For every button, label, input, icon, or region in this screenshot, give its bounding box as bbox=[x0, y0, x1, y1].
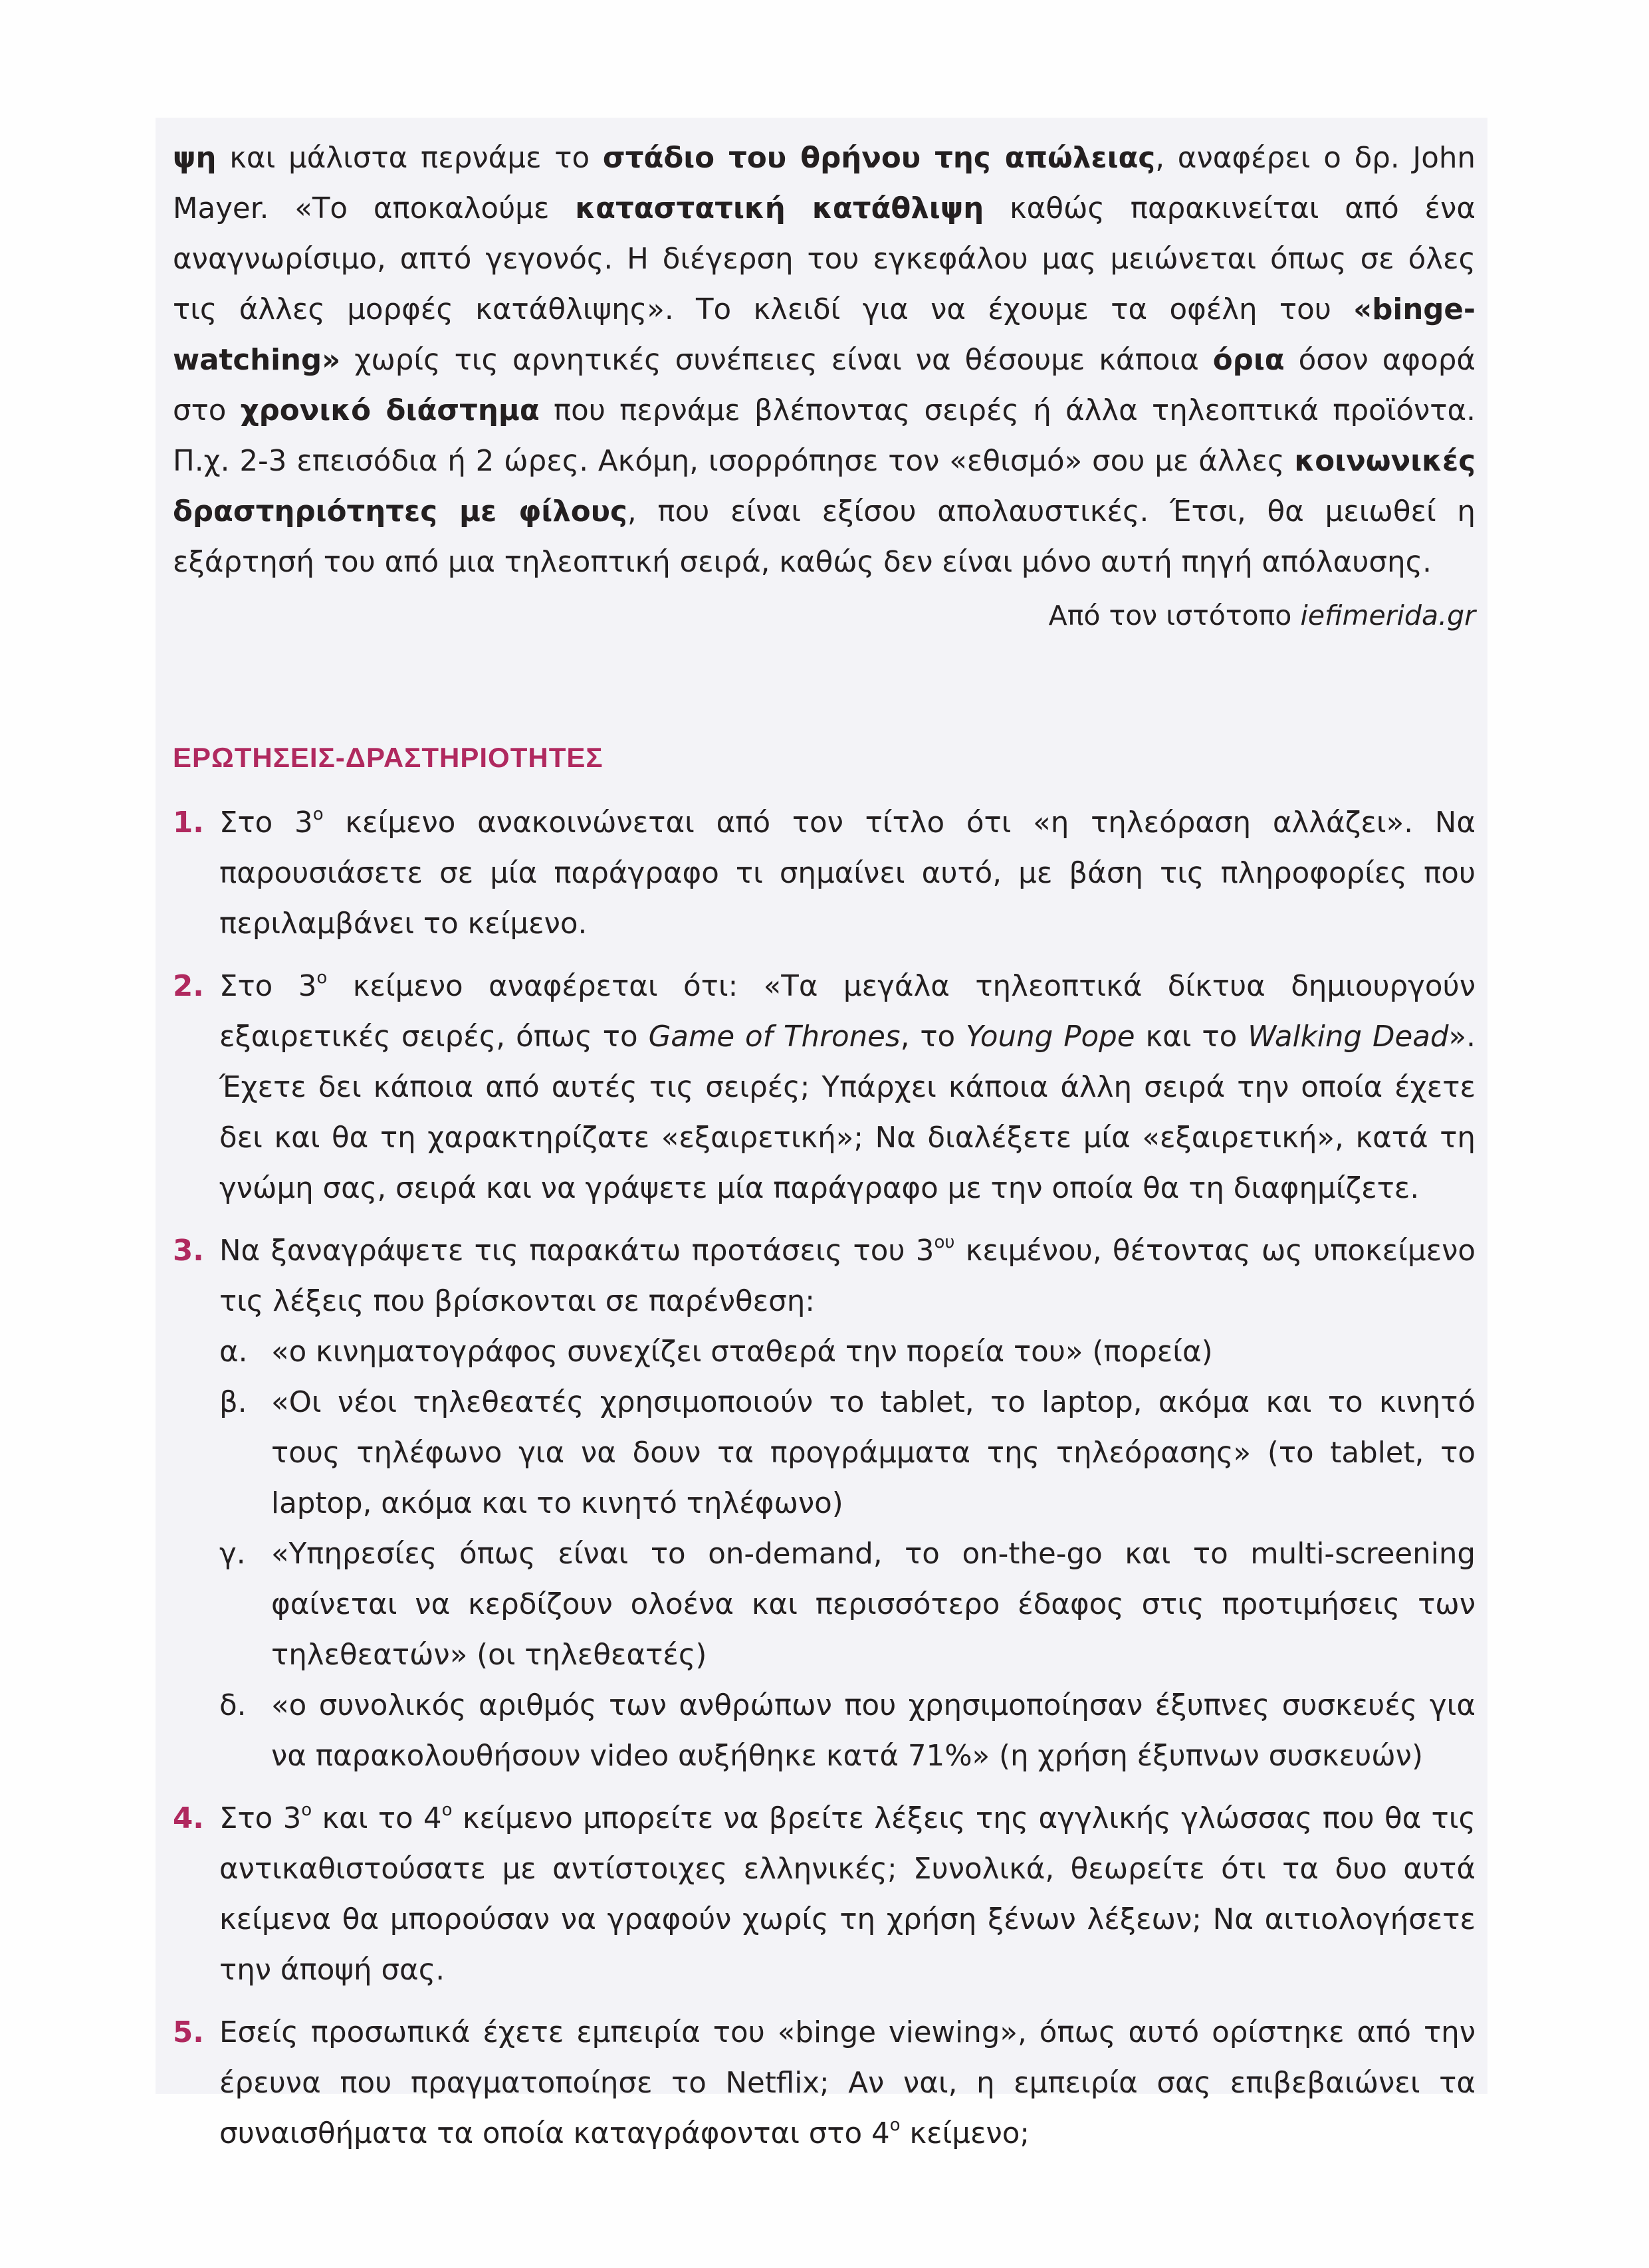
sub-item bbox=[219, 1327, 1476, 1377]
text-run: χωρίς τις αρνητικές συνέπειες είναι να θέσουμε κάποια bbox=[340, 344, 1213, 377]
question-text bbox=[219, 1793, 1476, 1995]
ordinal-superscript: ο bbox=[312, 804, 324, 824]
question-number: 4. bbox=[173, 1802, 204, 1835]
text-run: κείμενο μπορείτε να βρείτε λέξεις της αγγλικής γλώσσας που θα τις αντικαθιστούσατε με αντίστοιχες ελληνικές; Συνολικά, θεωρείτε ότι τα δυο αυτά κείμενα θα μπορούσαν να γραφούν χωρίς τη χρήση ξένων λέξεων; Να αιτιολογήσετε την άποψή σας. bbox=[219, 1802, 1476, 1987]
question-number: 3. bbox=[173, 1234, 204, 1268]
bold-phrase: καταστατική κατάθλιψη bbox=[575, 192, 984, 225]
text-run: Να ξαναγράψετε τις παρακάτω προτάσεις του 3 bbox=[219, 1234, 934, 1268]
article-paragraph bbox=[173, 133, 1476, 588]
bold-phrase: στάδιο του θρήνου της απώλειας bbox=[602, 142, 1156, 175]
question-item bbox=[173, 1793, 1476, 1995]
bold-phrase: ψη bbox=[173, 142, 217, 175]
sub-item-letter: β. bbox=[219, 1386, 247, 1419]
sub-item-text: «ο συνολικός αριθμός των ανθρώπων που χρησιμοποίησαν έξυπνες συσκευές για να παρακολουθήσουν video αυξήθηκε κατά 71%» (η χρήση έξυπνων συσκευών) bbox=[271, 1689, 1476, 1773]
text-run: Στο 3 bbox=[219, 1802, 302, 1835]
question-number: 5. bbox=[173, 2016, 204, 2049]
italic-title: Walking Dead bbox=[1248, 1020, 1449, 1054]
sub-item-letter: δ. bbox=[219, 1689, 247, 1722]
sub-item-letter: γ. bbox=[219, 1537, 246, 1571]
text-run: και μάλιστα περνάμε το bbox=[216, 142, 603, 175]
ordinal-superscript: ο bbox=[441, 1799, 453, 1820]
questions-list bbox=[173, 798, 1476, 2159]
sub-item-text: «ο κινηματογράφος συνεχίζει σταθερά την πορεία του» (πορεία) bbox=[271, 1335, 1213, 1369]
question-item bbox=[173, 798, 1476, 949]
text-run: κείμενο αναφέρεται ότι: «Τα μεγάλα τηλεοπτικά δίκτυα δημιουργούν εξαιρετικές σειρές, όπως το bbox=[219, 970, 1476, 1054]
italic-title: Game of Thrones bbox=[648, 1020, 901, 1054]
question-number: 2. bbox=[173, 970, 204, 1003]
ordinal-superscript: ο bbox=[301, 1799, 312, 1820]
bold-phrase: όρια bbox=[1212, 344, 1285, 377]
sub-item bbox=[219, 1680, 1476, 1781]
text-run: ». Έχετε δει κάποια από αυτές τις σειρές; Υπάρχει κάποια άλλη σειρά την οποία έχετε δει και θα τη χαρακτηρίζατε «εξαιρετική»; Να διαλέξετε μία «εξαιρετική», κατά τη γνώμη σας, σειρά και να γράψετε μία παράγραφο με την οποία θα τη διαφημίζετε. bbox=[219, 1020, 1476, 1205]
bold-phrase: κοινωνικές δραστηριότητες με φίλους bbox=[173, 445, 1476, 528]
question-item bbox=[173, 2007, 1476, 2159]
sub-item-text: «Υπηρεσίες όπως είναι το on-demand, το on-the-go και το multi-screening φαίνεται να κερδίζουν ολοένα και περισσότερο έδαφος στις προτιμήσεις των τηλεθεατών» (οι τηλεθεατές) bbox=[271, 1537, 1476, 1672]
bold-phrase: «binge-watching» bbox=[173, 293, 1476, 377]
sub-item-letter: α. bbox=[219, 1335, 248, 1369]
text-run: καθώς παρακινείται από ένα αναγνωρίσιμο, απτό γεγονός. Η διέγερση του εγκεφάλου μας μειώνεται όπως σε όλες τις άλλες μορφές κατάθλιψης». Το κλειδί για να έχουμε τα οφέλη του bbox=[173, 192, 1476, 326]
sub-item bbox=[219, 1529, 1476, 1680]
bold-phrase: χρονικό διάστημα bbox=[240, 394, 540, 427]
text-run: , το bbox=[900, 1020, 966, 1054]
ordinal-superscript: ου bbox=[934, 1232, 955, 1252]
sub-item-text: «Οι νέοι τηλεθεατές χρησιμοποιούν το tablet, το laptop, ακόμα και το κινητό τους τηλέφωνο για να δουν τα προγράμματα της τηλεόρασης» (το tablet, το laptop, ακόμα και το κινητό τηλέφωνο) bbox=[271, 1386, 1476, 1520]
page-content bbox=[173, 133, 1476, 2171]
text-run: κειμένου, θέτοντας ως υποκείμενο τις λέξεις που βρίσκονται σε παρένθεση: bbox=[219, 1234, 1476, 1318]
text-run: Στο 3 bbox=[219, 970, 317, 1003]
source-credit bbox=[173, 590, 1476, 641]
question-text bbox=[219, 1226, 1476, 1781]
text-run: Εσείς προσωπικά έχετε εμπειρία του «binge viewing», όπως αυτό ορίστηκε από την έρευνα που πραγματοποίησε το Netflix; Αν ναι, η εμπειρία σας επιβεβαιώνει τα συναισθήματα τα οποία καταγράφονται στο 4 bbox=[219, 2016, 1476, 2150]
text-run: και το 4 bbox=[312, 1802, 442, 1835]
sub-item bbox=[219, 1377, 1476, 1529]
text-run: όσον αφορά στο bbox=[173, 344, 1476, 427]
sub-items-list bbox=[219, 1327, 1476, 1781]
question-text bbox=[219, 2007, 1476, 2159]
question-text bbox=[219, 961, 1476, 1214]
question-text bbox=[219, 798, 1476, 949]
text-run: Στο 3 bbox=[219, 806, 313, 840]
question-number: 1. bbox=[173, 806, 204, 840]
source-site: iefimerida.gr bbox=[1300, 600, 1476, 631]
source-prefix: Από τον ιστότοπο bbox=[1048, 600, 1301, 631]
ordinal-superscript: ο bbox=[889, 2114, 901, 2135]
text-run: κείμενο; bbox=[900, 2117, 1030, 2150]
text-run: , αναφέρει ο δρ. John Mayer. «Το αποκαλούμε bbox=[173, 142, 1476, 225]
question-item bbox=[173, 1226, 1476, 1781]
ordinal-superscript: ο bbox=[316, 967, 328, 988]
text-run: κείμενο ανακοινώνεται από τον τίτλο ότι «η τηλεόραση αλλάζει». Να παρουσιάσετε σε μία παράγραφο τι σημαίνει αυτό, με βάση τις πληροφορίες που περιλαμβάνει το κείμενο. bbox=[219, 806, 1476, 941]
text-run: , που είναι εξίσου απολαυστικές. Έτσι, θα μειωθεί η εξάρτησή του από μια τηλεοπτική σειρά, καθώς δεν είναι μόνο αυτή πηγή απόλαυσης. bbox=[173, 495, 1476, 579]
text-run: και το bbox=[1135, 1020, 1248, 1054]
italic-title: Young Pope bbox=[966, 1020, 1135, 1054]
question-item bbox=[173, 961, 1476, 1214]
section-heading: ΕΡΩΤΗΣΕΙΣ-ΔΡΑΣΤΗΡΙΟΤΗΤΕΣ bbox=[173, 742, 604, 773]
text-run: που περνάμε βλέποντας σειρές ή άλλα τηλεοπτικά προϊόντα. Π.χ. 2-3 επεισόδια ή 2 ώρες. Ακόμη, ισορρόπησε τον «εθισμό» σου με άλλες bbox=[173, 394, 1476, 478]
